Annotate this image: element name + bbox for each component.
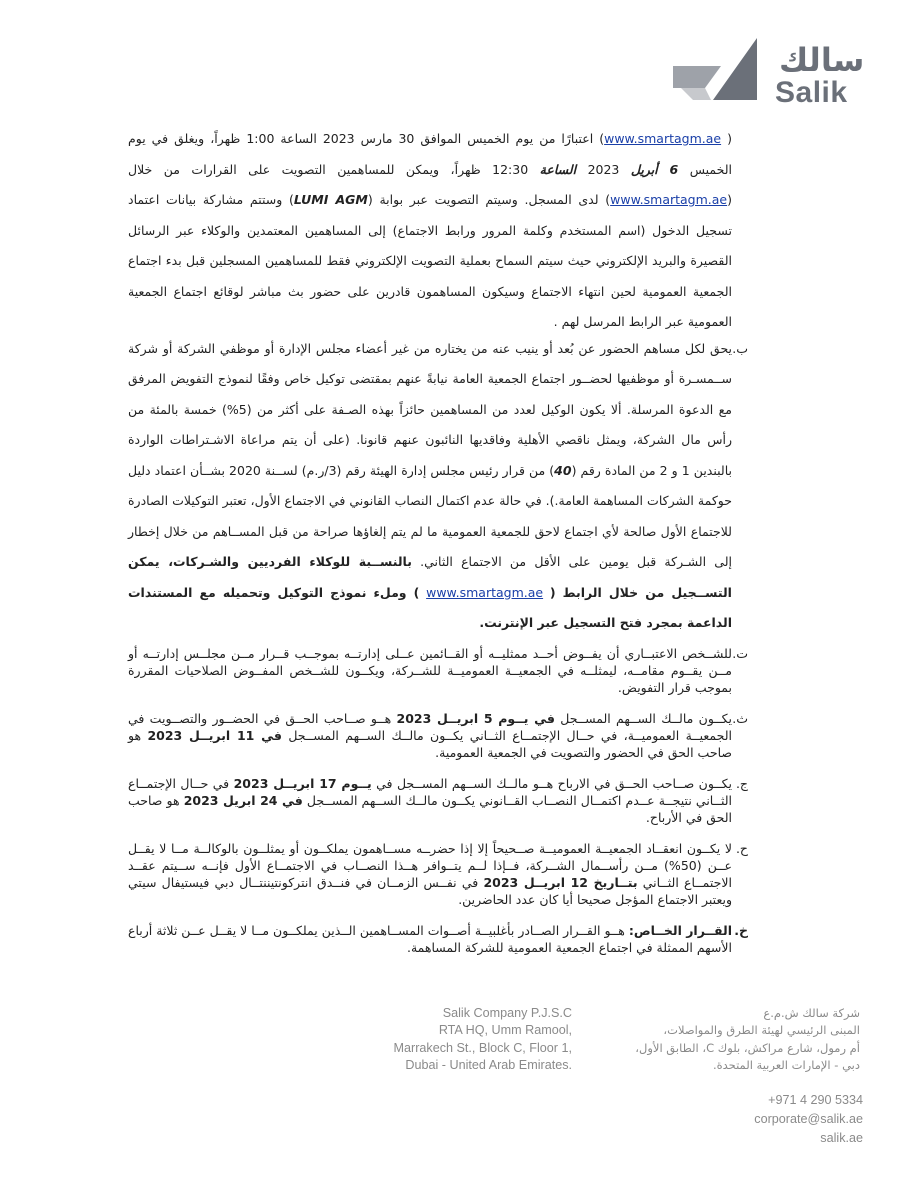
item-marker: خ. xyxy=(734,922,748,938)
item-th-record-date: ث. يكــون مالــك الســهم المســجل في يــوم 5 ابريــل 2023 هــو صــاحب الحــق في الحضــور والتصــويت في الجمعيــة العموميــة، في حــال الإجتمــاع الثــاني يكــون مالــك الســهم المســجل في 11 ابريــل 2023 هو صاحب الحق في الحضور والتصويت في الجمعية العمومية. xyxy=(128,710,748,760)
smartagm-link-2[interactable]: www.smartagm.ae xyxy=(610,192,728,207)
smartagm-link[interactable]: www.smartagm.ae xyxy=(604,131,722,146)
item-kh-special-resolution: خ. القــرار الخــاص: هــو القــرار الصــادر بأغلبيــة أصــوات المســاهمين الــذين يملكــون مــا لا يقــل عــن ثلاثة أرباع الأسهم الممثلة في اجتماع الجمعية العمومية للشركة المساهمة. xyxy=(127,922,748,955)
salik-mark-icon xyxy=(673,38,763,110)
footer-website[interactable]: salik.ae xyxy=(820,1131,863,1145)
item-b-proxy: ب. يحق لكل مساهم الحضور عن بُعد أو ينيب عنه من يختاره من غير أعضاء مجلس الإدارة أو موظفي الشركة أو شركة ســمسـرة أو موظفيها لحضــور اجتماع الجمعية العامة نيابةً عنهم بمقتضى توكيل خاص وفقًا لنموذج التفويض المرفق مع الدعوة المرسلة. ألا يكون الوكيل لعدد من المساهمين حائزاً بهذه الصـفة على أكثر من (5%) خمسة بالمئة من رأس مال الشركة، ويمثل ناقصي الأهلية وفاقديها النائبون عنهم قانونا. (على أن يتم مراعاة الاشـتراطات الواردة بالبندين 1 و 2 من المادة رقم (40) من قرار رئيس مجلس إدارة الهيئة رقم (3/ر.م) لســنة 2020 بشــأن اعتماد دليل حوكمة الشركات المساهمة العامة.). في حالة عدم اكتمال النصاب القانوني في الاجتماع الأول، تعتبر التوكيلات الصادرة للاجتماع الأول صالحة لأي اجتماع لاحق للجمعية العمومية ما لم يتم إلغاؤها صراحة من قبل المســاهم من خلال إخطار إلى الشـركة قبل يومين على الأقل من الاجتماع الثاني. بالنســبة للوكلاء الفرديين والشـركات، يمكن التســجيل من خلال الرابط ( www.smartagm.ae ) وملء نموذج التوكيل وتحميله مع المستندات الداعمة بمجرد فتح التسجيل عبر الإنترنت. xyxy=(128,334,742,639)
footer-contact xyxy=(754,1091,863,1148)
item-j-dividends: ج. يكــون صــاحب الحــق في الارباح هــو مالــك الســهم المســجل في يــوم 17 ابريــل 2023 في حــال الإجتمــاع الثــاني نتيجــة عــدم اكتمــال النصــاب القــانوني يكــون مالــك الســهم المســجل في 24 ابريل 2023 هو صاحب الحق في الأرباح. xyxy=(128,775,748,825)
footer-email[interactable]: corporate@salik.ae xyxy=(754,1112,863,1126)
paragraph-voting: ( www.smartagm.ae) اعتبارًا من يوم الخميس الموافق 30 مارس 2023 الساعة 1:00 ظهراً، ويغلق في يوم الخميس 6 أبريل 2023 الساعة 12:30 ظهراً، ويمكن للمساهمين التصويت على القرارات من خلال (www.smartagm.ae) لدى المسجل. وسيتم التصويت عبر بوابة (LUMI AGM) وستتم مشاركة بيانات اعتماد تسجيل الدخول (اسم المستخدم وكلمة المرور ورابط الاجتماع) إلى المساهمين المعتمدين والوكلاء عبر الرسائل القصيرة والبريد الإلكتروني حيث سيتم السماح بعملية التصويت الإلكتروني فقط للمساهمين المسجلين قبل بدء اجتماع الجمعية العمومية لحين انتهاء الاجتماع وسيكون المساهمون قادرين على حضور بث مباشر لوقائع اجتماع الجمعية العمومية عبر الرابط المرسل لهم . xyxy=(128,131,733,329)
item-marker: ب. xyxy=(732,340,748,356)
smartagm-link-3[interactable]: www.smartagm.ae xyxy=(426,584,544,600)
footer-address-arabic: شركة سالك ش.م.ع المبنى الرئيسي لهيئة الطرق والمواصلات، أم رمول، شارع مراكش، بلوك C، الطابق الأول، دبي - الإمارات العربية المتحدة. xyxy=(635,1006,860,1072)
item-marker: ث. xyxy=(732,710,748,726)
item-h-quorum: ح. لا يكــون انعقــاد الجمعيــة العموميــة صــحيحاً إلا إذا حضرــه مســاهمون يملكــون أو يمثلــون بالوكالــة مــا لا يقــل عــن (50%) مــن رأســمال الشــركة، فــإذا لــم يتــوافر هــذا النصــاب في الاجتمــاع الأول فإنــه ســيتم عقــد الاجتمــاع الثــاني بتــاريخ 12 ابريــل 2023 في نفــس الزمــان في فنــدق انتركونتيننتــال دبي فيستيفال سيتي ويعتبر الاجتماع المؤجل صحيحا أيا كان عدد الحاضرين. xyxy=(128,840,748,907)
logo-arabic-text: سالك xyxy=(779,41,865,79)
item-marker: ج. xyxy=(735,775,748,791)
footer-address-english: Salik Company P.J.S.C RTA HQ, Umm Ramool, Marrakech St., Block C, Floor 1, Dubai - United Arab Emirates. xyxy=(393,1006,572,1072)
item-marker: ت. xyxy=(732,645,748,661)
footer-phone: +971 4 290 5334 xyxy=(768,1093,863,1107)
document-body xyxy=(127,124,748,956)
item-marker: ح. xyxy=(735,840,748,856)
item-t-legal-person: ت. للشــخص الاعتبــاري أن يفــوض أحــد ممثليــه أو القــائمين عــلى إدارتــه بموجــب قــرار مــن مجلــس إدارتــه أو مــن يقــوم مقامــه، ليمثلــه في الجمعيــة العموميــة للشــركة، ويكــون للشــخص المفــوض الصلاحيات المقررة بموجب قرار التفويض. xyxy=(128,645,748,695)
salik-logo xyxy=(673,38,868,110)
logo-english-text: Salik xyxy=(775,76,848,109)
